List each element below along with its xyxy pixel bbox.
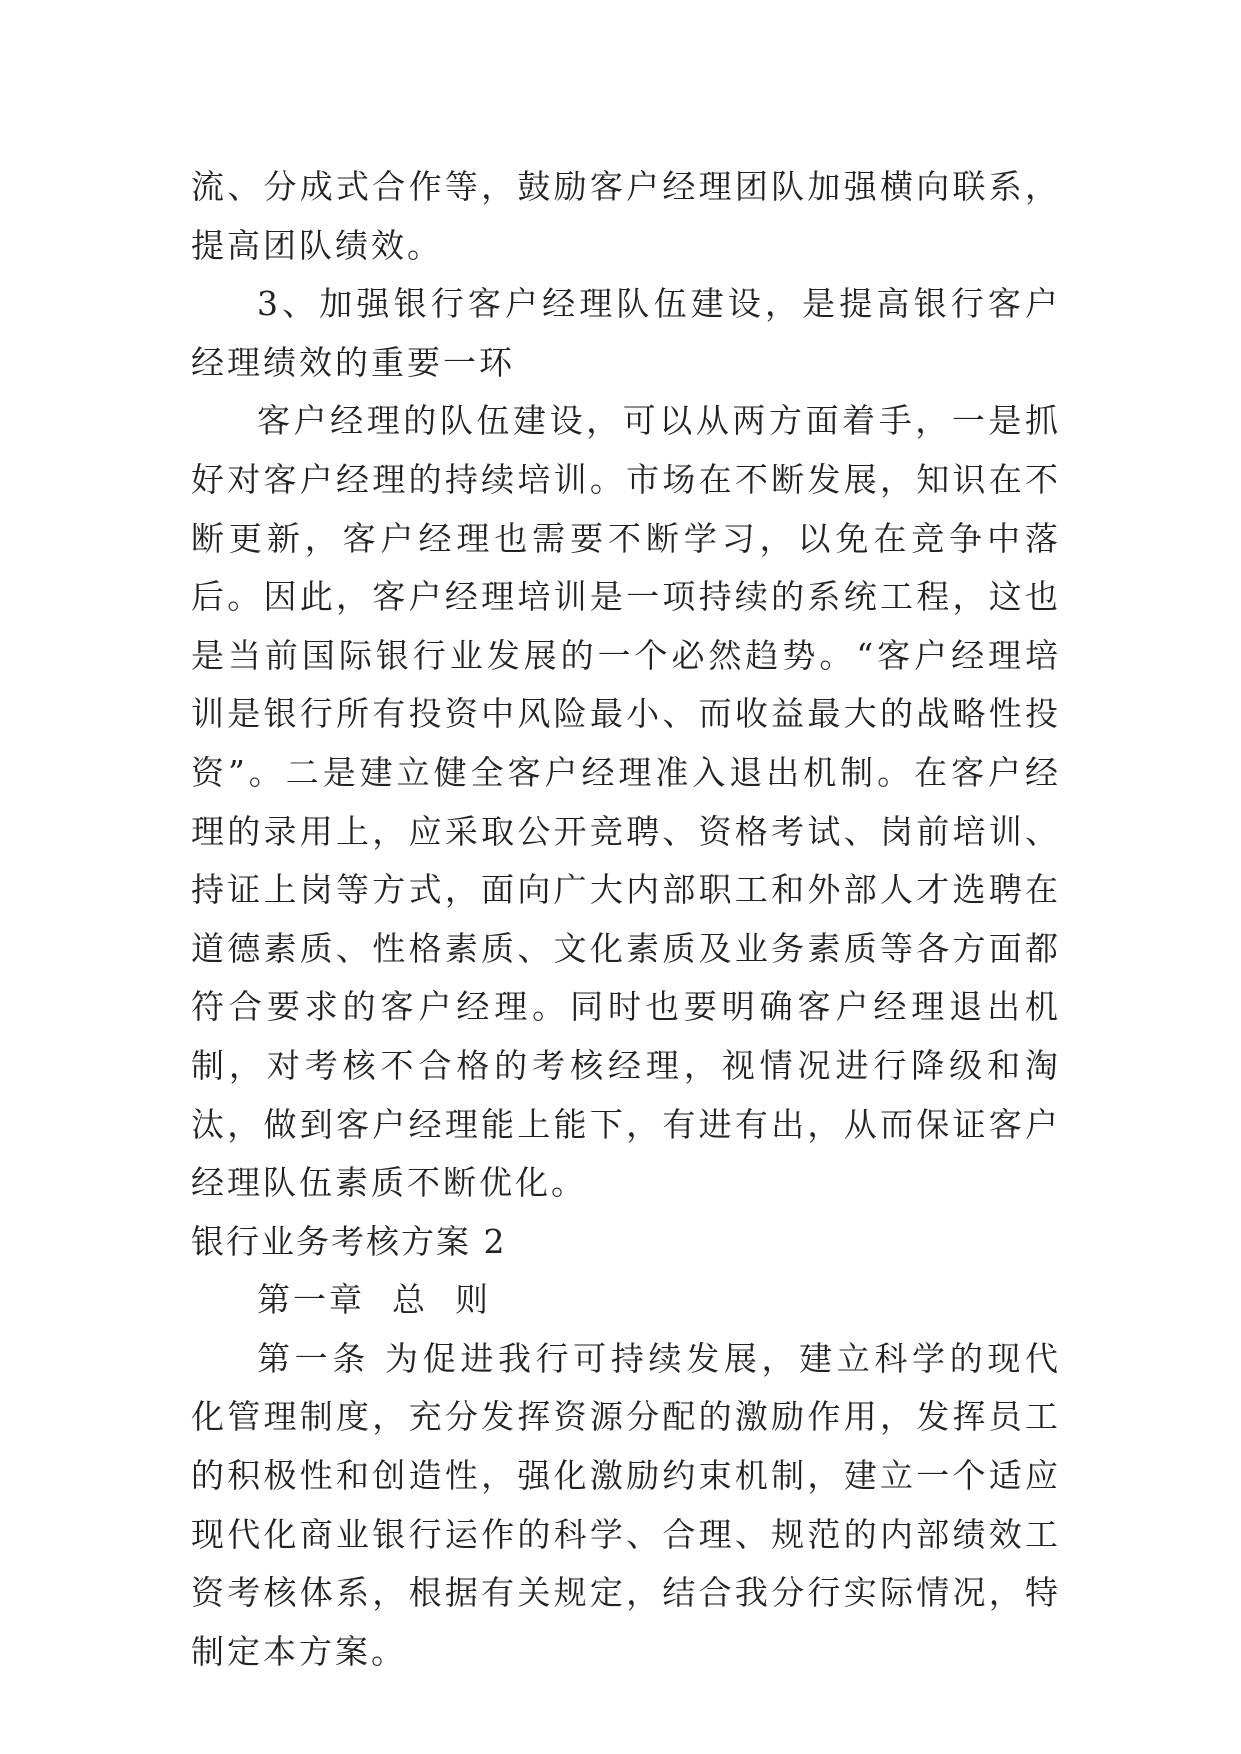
article-1: 第一条 为促进我行可持续发展，建立科学的现代化管理制度，充分发挥资源分配的激励作用，发挥员工的积极性和创造性，强化激励约束机制，建立一个适应现代化商业银行运作的科学、合理、规范的内部绩效工资考核体系，根据有关规定，结合我分行实际情况，特制定本方案。	[191, 1338, 1061, 1671]
section-3-title: 3、加强银行客户经理队伍建设，是提高银行客户经理绩效的重要一环	[191, 284, 1061, 382]
paragraph-continuation: 流、分成式合作等，鼓励客户经理团队加强横向联系，提高团队绩效。	[191, 167, 1061, 265]
document-heading: 银行业务考核方案 2	[191, 1221, 507, 1261]
document-body	[191, 158, 1061, 1681]
chapter-title: 第一章 总 则	[257, 1280, 491, 1320]
section-3-body: 客户经理的队伍建设，可以从两方面着手，一是抓好对客户经理的持续培训。市场在不断发展，知识在不断更新，客户经理也需要不断学习，以免在竞争中落后。因此，客户经理培训是一项持续的系统工程，这也是当前国际银行业发展的一个必然趋势。“客户经理培训是银行所有投资中风险最小、而收益最大的战略性投资”。二是建立健全客户经理准入退出机制。在客户经理的录用上，应采取公开竞聘、资格考试、岗前培训、持证上岗等方式，面向广大内部职工和外部人才选聘在道德素质、性格素质、文化素质及业务素质等各方面都符合要求的客户经理。同时也要明确客户经理退出机制，对考核不合格的考核经理，视情况进行降级和淘汰，做到客户经理能上能下，有进有出，从而保证客户经理队伍素质不断优化。	[191, 401, 1061, 1203]
